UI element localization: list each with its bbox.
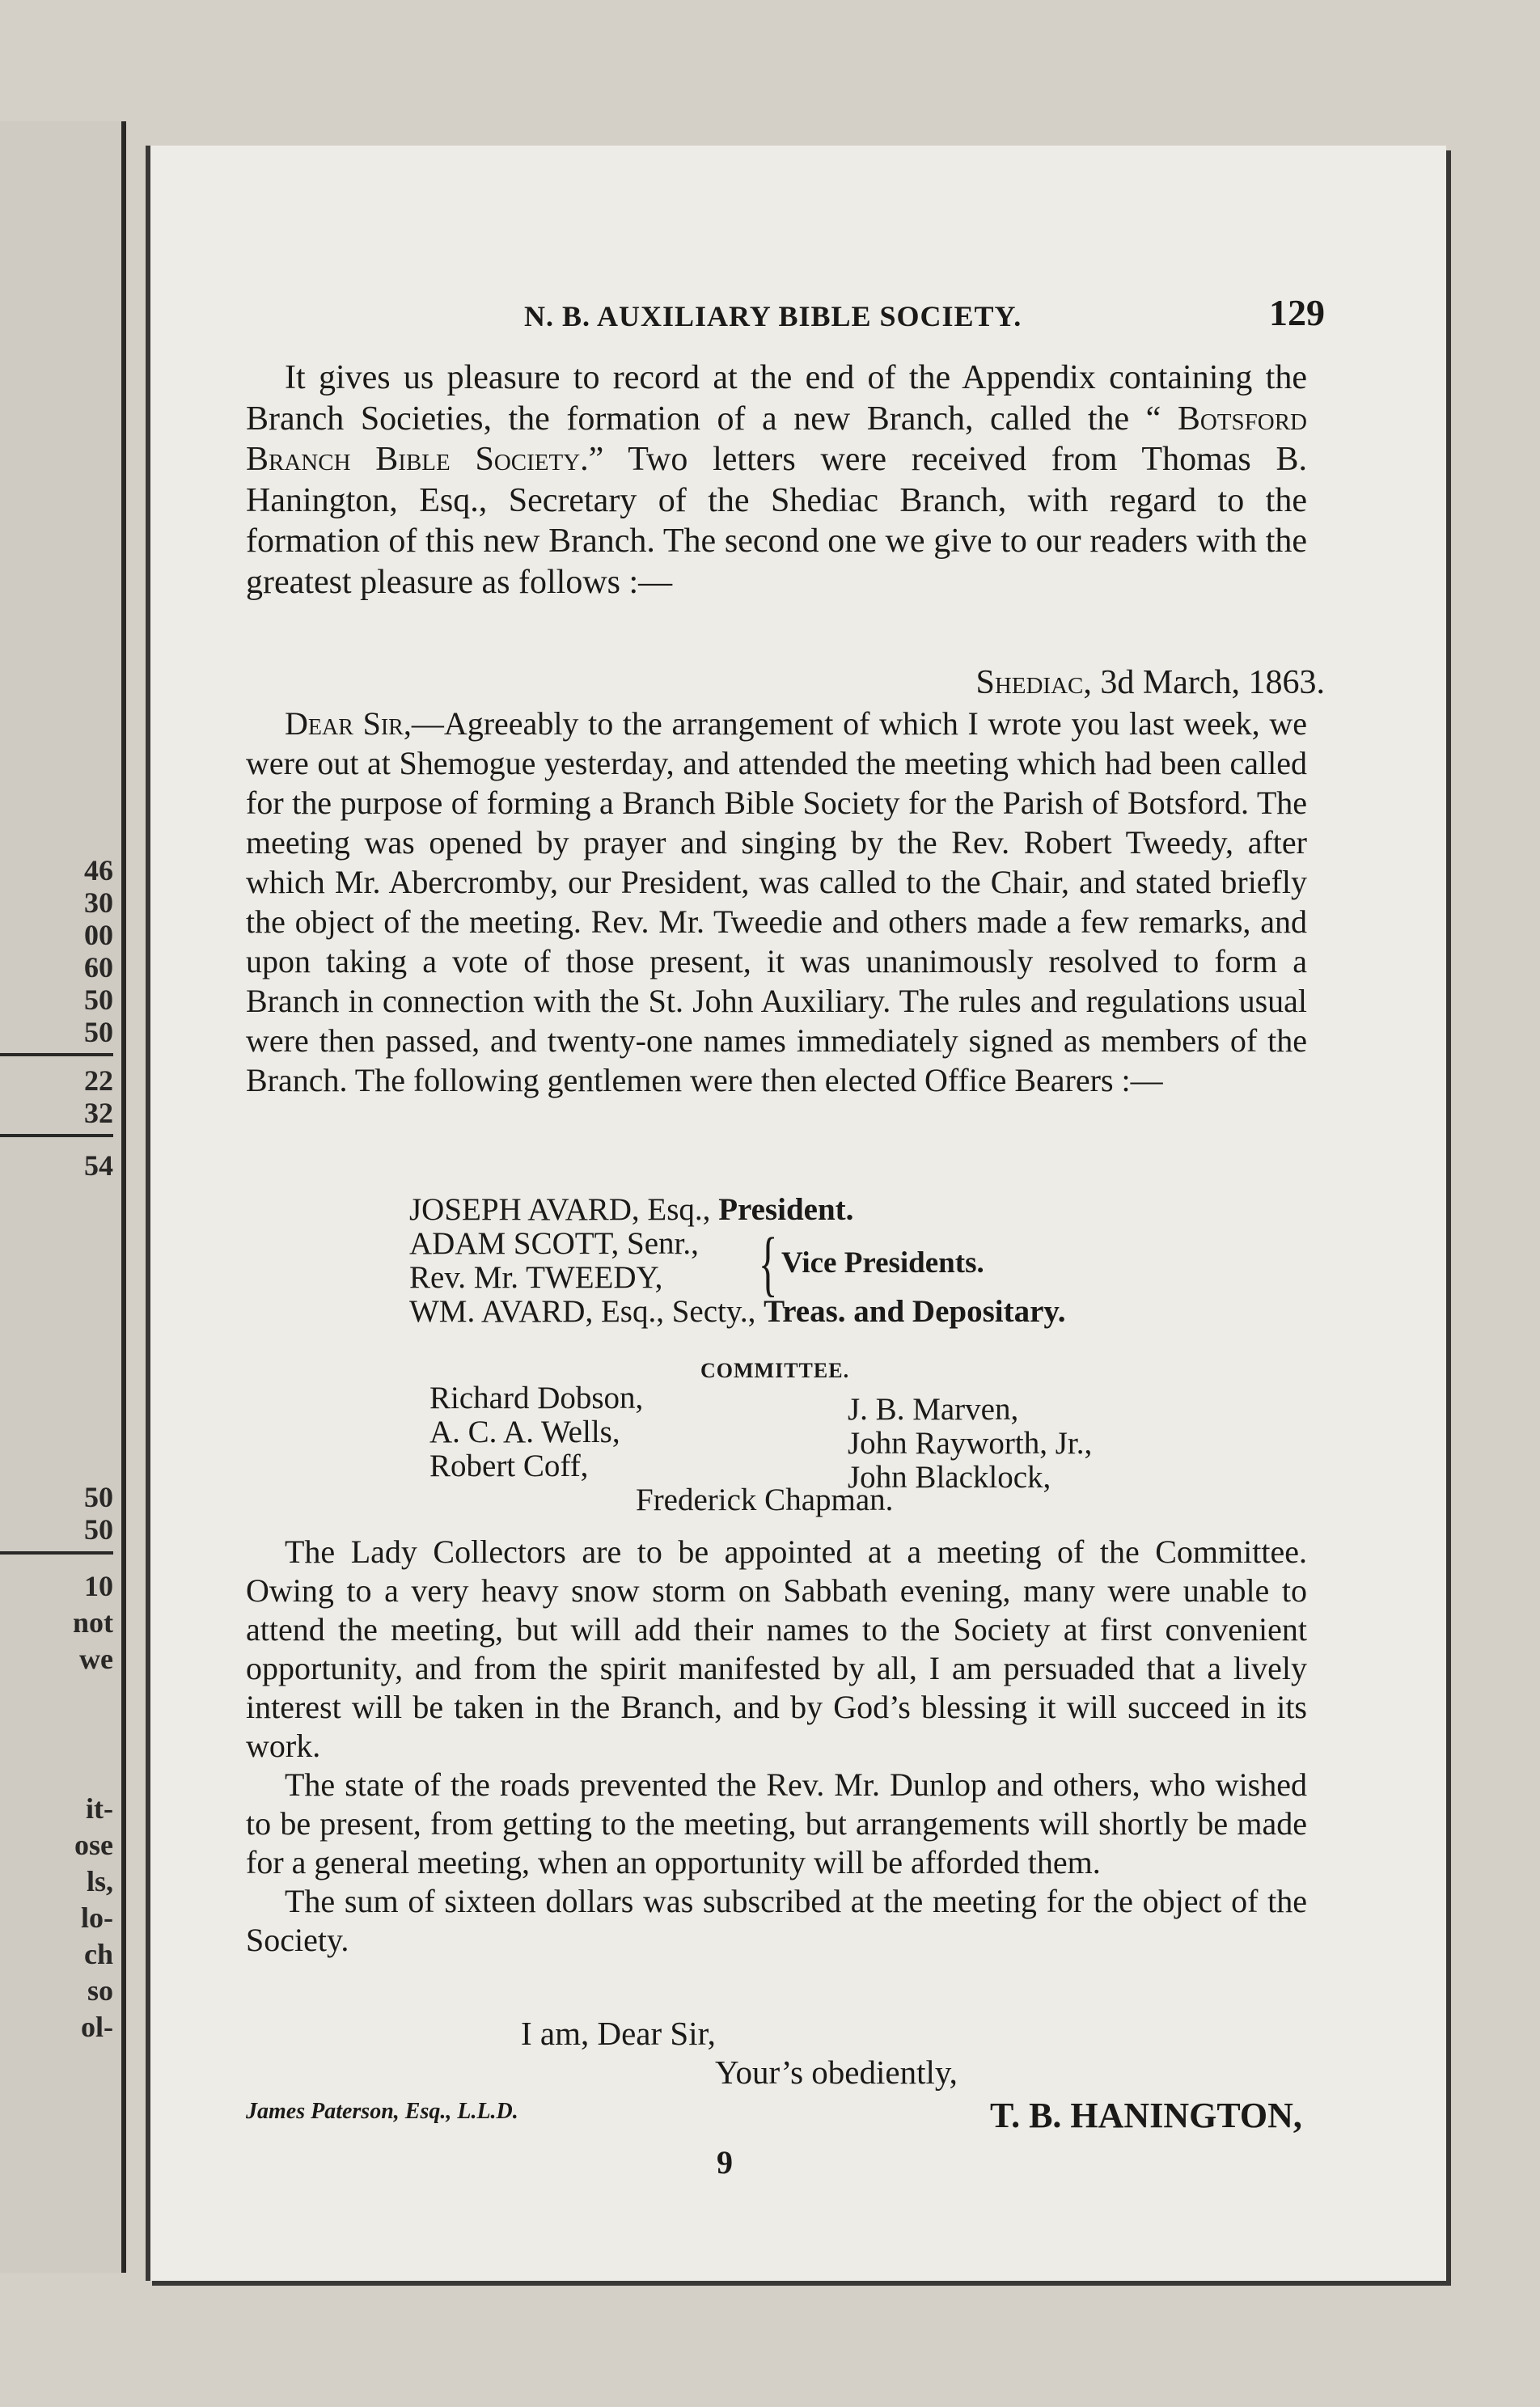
signature: T. B. HANINGTON,	[990, 2096, 1302, 2135]
left-page-fragment: lo-	[81, 1901, 113, 1934]
officer-name: WM. AVARD, Esq., Secty.,	[409, 1294, 764, 1329]
left-page-fragment: 50	[84, 1016, 113, 1048]
left-page-fragment: 00	[84, 919, 113, 951]
officer-row	[409, 1193, 1066, 1227]
left-page-rule	[0, 1551, 113, 1555]
committee-member: J. B. Marven,	[848, 1392, 1019, 1427]
left-page-fragment: 10	[84, 1570, 113, 1602]
left-page-fragment: 30	[84, 886, 113, 919]
intro-paragraph	[246, 357, 1307, 603]
officer-role: Treas. and Depositary.	[764, 1294, 1066, 1329]
letter-text: ,—Agreeably to the arrangement of which I wrote you last week, we were out at Shemogue yesterday, and attended the meeting which had been called for the purpose of forming a Branch Bible Society for the Parish of Botsford. The meeting was opened by prayer and singing by the Rev. Robert Tweedy, after which Mr. Abercromby, our President, was called to the Chair, and stated briefly the object of the meeting. Rev. Mr. Tweedie and others made a few remarks, and upon taking a vote of those present, it was unanimously resolved to form a Branch in connection with the St. John Auxiliary. The rules and regulations usual were then passed, and twenty-one names immediately signed as members of the Branch. The following gentlemen were then elected Office Bearers :—	[246, 705, 1308, 1098]
closing-line: I am, Dear Sir,	[521, 2015, 716, 2052]
society-name: Botsford Branch Bible Society	[246, 400, 1307, 478]
officer-row	[409, 1295, 1066, 1329]
left-page-fragment: it-	[86, 1792, 113, 1825]
left-page-fragment: ls,	[86, 1865, 113, 1897]
letter-paragraph: The sum of sixteen dollars was subscribed at the meeting for the object of the Society.	[246, 1883, 1307, 1958]
left-page-fragment: 32	[84, 1097, 113, 1129]
left-page-fragment: 22	[84, 1064, 113, 1097]
letter-paragraph	[246, 704, 1307, 1100]
committee-member: A. C. A. Wells,	[429, 1415, 620, 1449]
committee-member: John Rayworth, Jr.,	[848, 1426, 1093, 1461]
adjacent-page-strip	[0, 121, 126, 2273]
committee-member: Frederick Chapman.	[636, 1483, 894, 1517]
left-page-rule	[0, 1053, 113, 1056]
dateline-place: Shediac	[975, 664, 1084, 701]
left-page-fragment: 60	[84, 951, 113, 984]
letter-continuation	[246, 1533, 1307, 1960]
left-page-fragment: 46	[84, 854, 113, 886]
brace-icon: {	[758, 1224, 778, 1304]
committee-member: Robert Coff,	[429, 1449, 589, 1483]
officer-role: President.	[718, 1192, 854, 1227]
officer-name: JOSEPH AVARD, Esq.,	[409, 1192, 719, 1227]
office-bearers-list	[409, 1193, 1066, 1329]
letter-paragraph: The Lady Collectors are to be appointed at a meeting of the Committee. Owing to a very heavy snow storm on Sabbath evening, many were unable to attend the meeting, but will add their names to the Society at first convenient opportunity, and from the spirit manifested by all, I am persuaded that a lively interest will be taken in the Branch, and by God’s blessing it will succeed in its work.	[246, 1533, 1307, 1764]
addressee-note: James Paterson, Esq., L.L.D.	[246, 2099, 518, 2124]
left-page-fragment: 54	[84, 1149, 113, 1182]
closing-line: Your’s obediently,	[715, 2054, 958, 2091]
signature-mark: 9	[717, 2144, 733, 2181]
page-number: 129	[1269, 292, 1325, 333]
left-page-rule	[0, 1134, 113, 1137]
salutation: Dear Sir	[285, 705, 404, 742]
left-page-fragment: not	[72, 1606, 113, 1639]
left-page-fragment: 50	[84, 1513, 113, 1546]
committee-column-left	[429, 1381, 643, 1483]
intro-text: .” Two letters were received from Thomas B. Hanington, Esq., Secretary of the Shediac Branch, with regard to the formation of this new Branch. The second one we give to our readers with the greatest pleasure as follows :—	[246, 441, 1307, 601]
dateline	[975, 663, 1325, 702]
committee-member: Richard Dobson,	[429, 1381, 644, 1415]
committee-heading: COMMITTEE.	[700, 1359, 850, 1382]
officer-name: ADAM SCOTT, Senr.,	[409, 1226, 699, 1261]
intro-text: It gives us pleasure to record at the end of the Appendix containing the Branch Societies, the formation of a new Branch, called the “	[246, 359, 1307, 438]
left-page-fragment: ol-	[81, 2011, 113, 2043]
letter-paragraph: The state of the roads prevented the Rev. Mr. Dunlop and others, who wished to be present, from getting to the meeting, but arrangements will shortly be made for a general meeting, when an opportunity will be afforded them.	[246, 1766, 1307, 1880]
left-page-fragment: so	[87, 1974, 113, 2007]
dateline-date: , 3d March, 1863.	[1083, 664, 1325, 701]
committee-column-right	[848, 1393, 1092, 1495]
officer-role: Vice Presidents.	[781, 1246, 984, 1280]
book-page	[147, 146, 1446, 2281]
left-page-fragment: ch	[84, 1938, 113, 1970]
left-page-fragment: ose	[74, 1829, 113, 1861]
left-page-fragment: we	[79, 1643, 113, 1675]
left-page-fragment: 50	[84, 1481, 113, 1513]
running-head: N. B. AUXILIARY BIBLE SOCIETY.	[524, 300, 1022, 332]
officer-name: Rev. Mr. TWEEDY,	[409, 1260, 663, 1295]
left-page-fragment: 50	[84, 984, 113, 1016]
committee-member: John Blacklock,	[848, 1460, 1051, 1495]
